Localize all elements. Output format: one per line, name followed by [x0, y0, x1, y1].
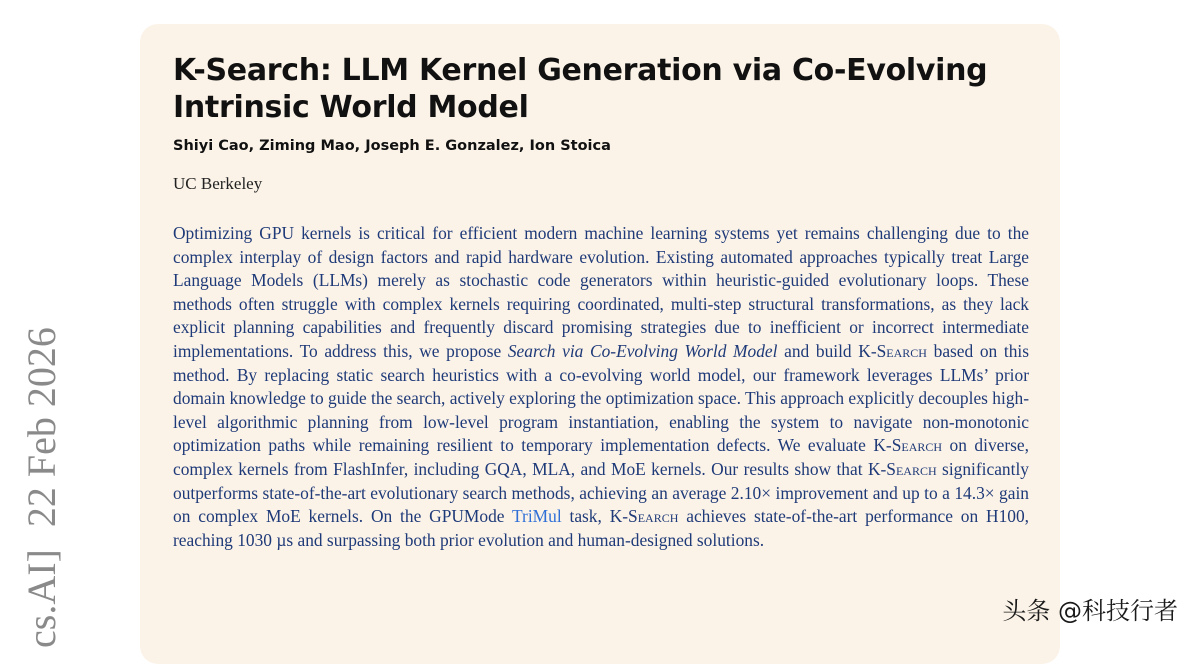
source-watermark: 头条 @科技行者 — [1002, 597, 1178, 625]
system-name: K-Search — [858, 340, 927, 361]
paper-title: K-Search: LLM Kernel Generation via Co-Evolving Intrinsic World Model — [173, 53, 988, 125]
abstract-text: significantly outperforms state-of-the-art evolutionary search methods, achieving an average 2.10× improvement and up to a 14.3× gain on complex MoE kernels. On the GPUMode — [173, 458, 1029, 527]
method-name: Search via Co-Evolving World Model — [507, 340, 778, 361]
author-name: Shiyi Cao — [173, 138, 249, 154]
abstract-text: based on this method. By replacing static search heuristics with a co-evolving world model, our framework leverages LLMs’ prior domain knowledge to guide the search, actively exploring the optimization space. This approach explicitly decouples high-level algorithmic planning from low-level program instantiation, enabling the system to navigate non-monotonic optimization paths while remaining resilient to temporary implementation defects. We evaluate — [173, 340, 1030, 456]
abstract-text: achieves state-of-the-art performance on H100, reaching 1030 µs and surpassing both prior evolution and human-designed solutions. — [173, 506, 1030, 550]
system-name: K-Search — [873, 435, 943, 456]
author-list: Shiyi Cao, Ziming Mao, Joseph E. Gonzalez, Ion Stoica — [173, 138, 611, 154]
trimul-link[interactable]: TriMul — [512, 506, 562, 527]
affiliation: UC Berkeley — [173, 174, 263, 193]
abstract — [173, 222, 1029, 552]
arxiv-sidebar-stamp — [12, 308, 72, 648]
author-name: Ion Stoica — [529, 138, 611, 154]
paper-card — [140, 24, 1060, 664]
system-name: K-Search — [867, 458, 937, 479]
system-name: K-Search — [609, 506, 679, 527]
abstract-text: task, — [561, 506, 610, 527]
author-name: Ziming Mao — [259, 138, 355, 154]
arxiv-category: cs.AI] — [19, 549, 64, 648]
abstract-text: on diverse, complex kernels from FlashInfer, including GQA, MLA, and MoE kernels. Our results show that — [173, 435, 1029, 479]
abstract-text: Optimizing GPU kernels is critical for efficient modern machine learning systems yet remains challenging due to the complex interplay of design factors and rapid hardware evolution. Existing automated approaches typically treat Large Language Models (LLMs) merely as stochastic code generators within heuristic-guided evolutionary loops. These methods often struggle with complex kernels requiring coordinated, multi-step structural transformations, as they lack explicit planning capabilities and frequently discard promising strategies due to inefficient or incorrect intermediate implementations. To address this, we propose — [173, 223, 1029, 361]
author-name: Joseph E. Gonzalez — [365, 138, 519, 154]
abstract-text: and build — [777, 340, 859, 361]
arxiv-date: 22 Feb 2026 — [19, 327, 64, 528]
